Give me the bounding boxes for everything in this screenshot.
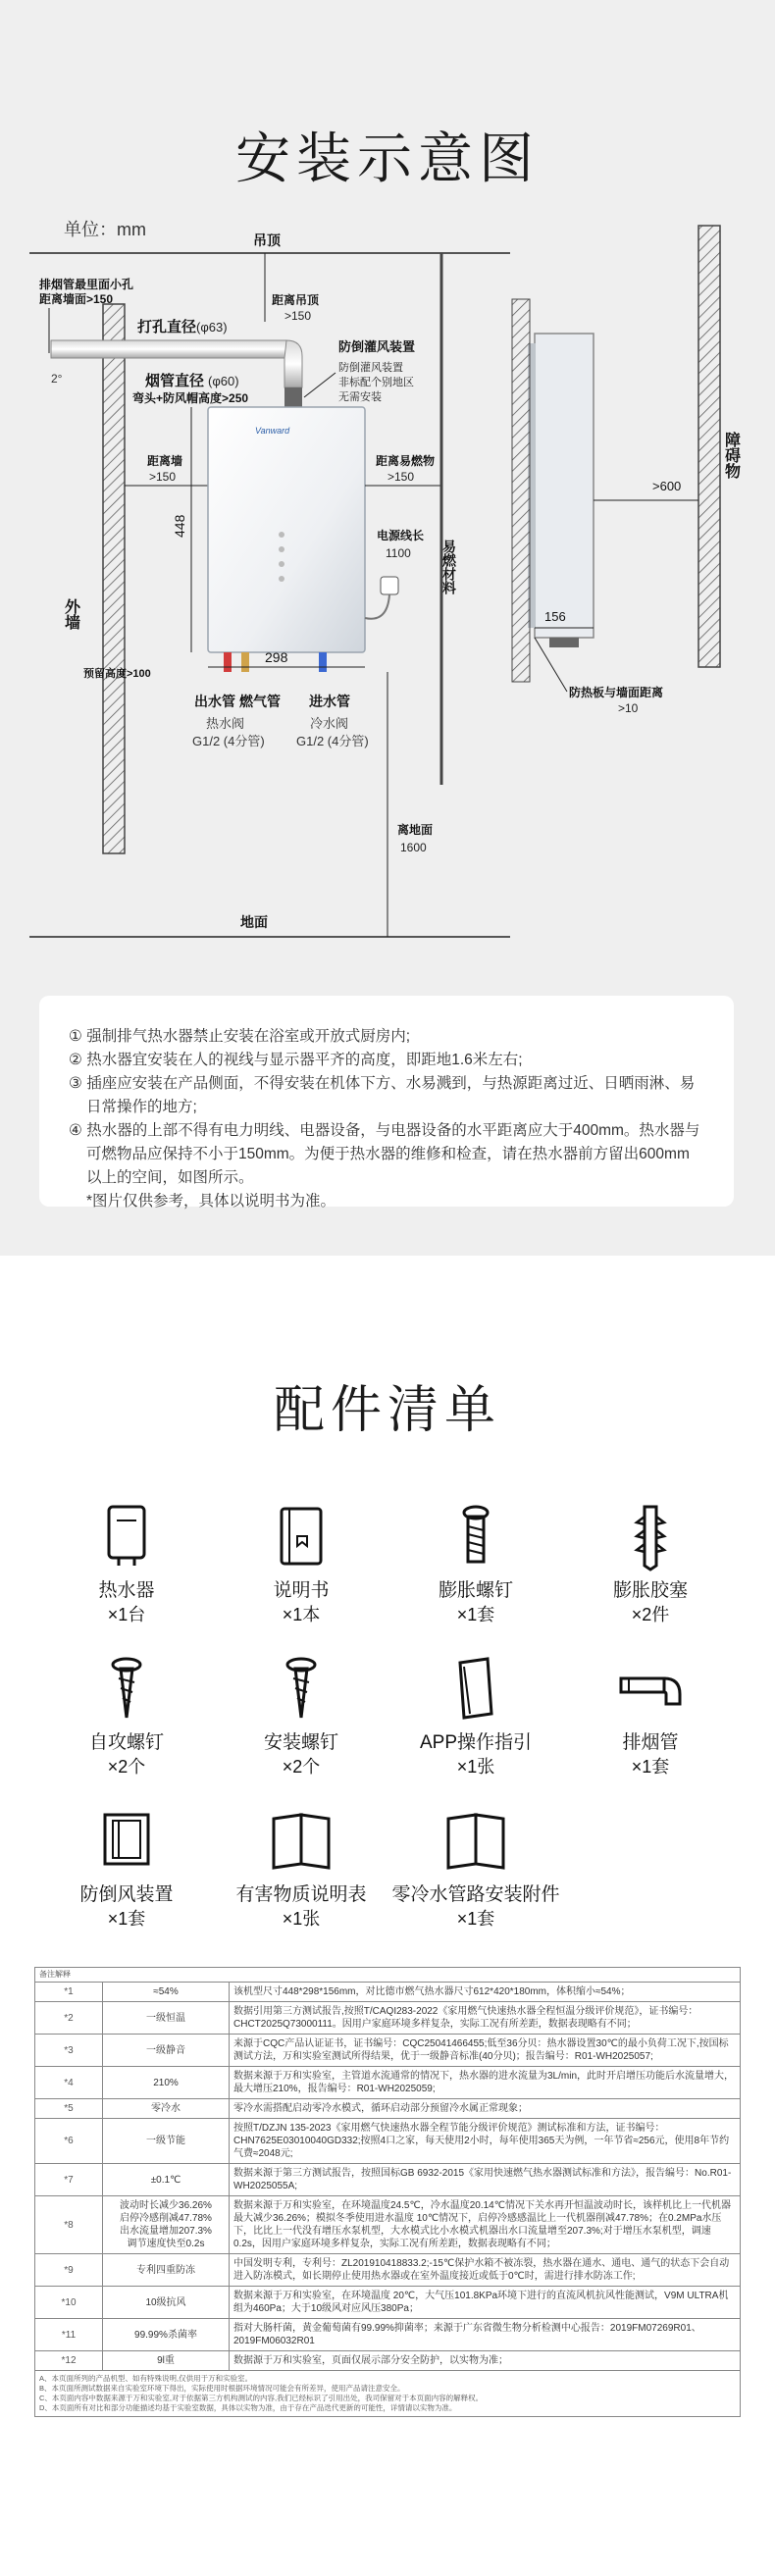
row-claim: 9l重: [103, 2351, 230, 2371]
row-claim: ±0.1℃: [103, 2164, 230, 2196]
windproof-line1: 防倒灌风装置: [338, 362, 403, 374]
row-description: 指对大肠杆菌，黄金葡萄菌有99.99%抑菌率；来源于广东省微生物分析检测中心报告：2019FM07269R01、2019FM06032R01: [230, 2319, 741, 2351]
row-number: *8: [35, 2196, 103, 2254]
guard-value: >10: [618, 701, 639, 715]
accessory-qty: ×1套: [107, 1909, 146, 1929]
depth-label: 156: [544, 609, 566, 624]
note-line: ② 热水器宜安装在人的视线与显示器平齐的高度，即距地1.6米左右;: [69, 1052, 523, 1068]
accessory-name: 有害物质说明表: [235, 1884, 367, 1905]
note-line: *图片仅供参考，具体以说明书为准。: [86, 1193, 336, 1210]
installation-section: [0, 0, 775, 1256]
unit-label: 单位：mm: [64, 220, 146, 239]
hazard-sheet-icon: [266, 1805, 336, 1876]
accessory-item: [214, 1501, 388, 1626]
power-value: 1100: [386, 546, 411, 560]
row-description: 数据来源于万和实验室，在环境温度24.5℃，冷水温度20.14℃情况下关水再开恒温波动时长，该样机比上一代机器最大减少36.26%；模拟冬季使用进水温度 10℃情况下，启停冷感感温比上一代机器削减47.78%；在0.2MPa水压下，比比上一代没有增压水泵机型，大水模式比小水模式机器出水口流量增至207.3%;对于增压水泵机型，调速0.2s，因用户家庭环境多样复杂，实际工况有所差距，数据表现略有不同；: [230, 2196, 741, 2254]
flue-value: (φ60): [208, 374, 239, 388]
obstacle-label: 障碍物: [722, 432, 740, 479]
accessory-name: 排烟管: [622, 1732, 679, 1753]
row-description: 数据来源于万和实验室，主管道水流通常的情况下，热水器的进水流量为3L/min，此时开启增压功能后水流量增大，最大增压210%，报告编号：R01-WH2025059;: [230, 2067, 741, 2099]
height-label: 448: [172, 514, 187, 538]
row-claim: 10级抗风: [103, 2287, 230, 2319]
spec-table-grid: [34, 1982, 741, 2371]
accessory-qty: ×1套: [456, 1605, 495, 1624]
floor-label: 地面: [240, 914, 268, 930]
accessory-item: [388, 1501, 563, 1626]
table-row: [35, 2351, 741, 2371]
note-line: ① 强制排气热水器禁止安装在浴室或开放式厨房内;: [69, 1028, 411, 1045]
installation-diagram: [0, 206, 775, 971]
cold-valve-spec: G1/2 (4分管): [296, 734, 369, 748]
width-label: 298: [265, 649, 288, 665]
accessory-item: [39, 1653, 214, 1778]
manual-icon: [266, 1501, 336, 1571]
wall-distance-label: 距离墙: [147, 454, 183, 468]
row-claim: 零冷水: [103, 2099, 230, 2119]
mounting-screw-icon: [266, 1653, 336, 1724]
app-guide-icon: [440, 1653, 511, 1724]
accessory-name: 防倒风装置: [79, 1884, 174, 1905]
row-description: 中国发明专利，专利号：ZL201910418833.2;-15℃保护水箱不被冻裂，热水器在通水、通电、通气的状态下会自动进入防冻模式，如长期停止使用热水器或在室外温度接近或低于0℃时，需进行排水防冻工作;: [230, 2254, 741, 2287]
row-claim: 210%: [103, 2067, 230, 2099]
drill-value: (φ63): [196, 320, 228, 335]
exhaust-pipe: [51, 340, 286, 358]
accessory-name: 膨胀胶塞: [612, 1580, 688, 1601]
water-heater-icon: [91, 1501, 162, 1571]
table-row: [35, 2319, 741, 2351]
row-description: 按照T/DZJN 135-2023《家用燃气快速热水器全程节能分级评价规范》测试标准和方法，证书编号：CHN7625E03010040GD332;按照4口之家，每天使用2小时，每年使用365天为例，一年节省≈256元，使用8年节约气费≈2048元;: [230, 2119, 741, 2164]
row-claim: 一级恒温: [103, 2002, 230, 2035]
exhaust-hole-label: 排烟管最里面小孔: [39, 278, 134, 291]
note-line: 以上的空间，如图所示。: [86, 1169, 254, 1186]
accessory-item: [39, 1805, 214, 1931]
ceiling-distance-value: >150: [284, 309, 312, 323]
accessory-qty: ×2个: [107, 1757, 146, 1777]
accessory-qty: ×1本: [282, 1605, 321, 1624]
note-line: 日常操作的地方;: [86, 1099, 197, 1115]
row-description: 数据引用第三方测试报告,按照T/CAQI283-2022《家用燃气快速热水器全程恒温分级评价规范》，证书编号：CHCT2025Q73000111。因用户家庭环境多样复杂，实际工况有所差距，数据表现略有不同；: [230, 2002, 741, 2035]
gas-label: 燃气管: [239, 694, 281, 709]
svg-text:Vanward: Vanward: [255, 426, 290, 436]
flammable-distance-label: 距离易燃物: [376, 454, 436, 468]
accessory-name: 说明书: [273, 1580, 330, 1601]
row-number: *6: [35, 2119, 103, 2164]
row-description: 该机型尺寸448*298*156mm，对比德市燃气热水器尺寸612*420*180mm，体积缩小≈54%；: [230, 1983, 741, 2002]
accessory-qty: ×1台: [107, 1605, 146, 1624]
row-description: 数据来源于万和实验室，在环境温度 20℃，大气压101.8KPa环境下进行的直流风机抗风性能测试，V9M ULTRA机组为460Pa；大于10级风对应风压380Pa；: [230, 2287, 741, 2319]
flammable-material-label: 易燃材料: [441, 540, 457, 594]
accessory-qty: ×1套: [456, 1909, 495, 1929]
water-heater-side: [535, 334, 594, 638]
accessory-qty: ×1张: [456, 1757, 495, 1777]
flammable-distance-value: >150: [388, 470, 415, 484]
row-description: 数据来源于第三方测试报告，按照国标GB 6932-2015《家用快速燃气热水器测试标准和方法》，报告编号：No.R01-WH2025055A;: [230, 2164, 741, 2196]
table-row: [35, 2099, 741, 2119]
table-row: [35, 2196, 741, 2254]
spec-table: [34, 1967, 741, 2417]
accessory-qty: ×1张: [282, 1909, 321, 1929]
row-claim: 一级节能: [103, 2119, 230, 2164]
row-number: *5: [35, 2099, 103, 2119]
row-description: 零冷水需搭配启动零冷水模式，循环启动部分预留冷水属正常现象；: [230, 2099, 741, 2119]
accessory-item: [388, 1805, 563, 1931]
table-row: [35, 2254, 741, 2287]
inlet-label: 进水管: [309, 694, 350, 709]
accessory-item: [563, 1653, 738, 1778]
front-distance-label: >600: [652, 479, 682, 493]
row-claim: 专利四重防冻: [103, 2254, 230, 2287]
row-number: *4: [35, 2067, 103, 2099]
accessory-qty: ×1套: [631, 1757, 670, 1777]
accessory-name: 自攻螺钉: [88, 1732, 164, 1753]
accessory-qty: ×2个: [282, 1757, 321, 1777]
row-number: *12: [35, 2351, 103, 2371]
row-claim: ≈54%: [103, 1983, 230, 2002]
flue-note: 弯头+防风帽高度>250: [132, 391, 249, 405]
table-row: [35, 2164, 741, 2196]
zero-cold-kit-icon: [440, 1805, 511, 1876]
accessory-name: 热水器: [98, 1580, 155, 1601]
power-label: 电源线长: [377, 529, 425, 542]
footer-line: D、本页面所有对比和部分功能描述均基于实验室数据，具体以实物为准，由于存在产品迭代更新的可能性，详情请以实物为准。: [39, 2403, 457, 2412]
table-row: [35, 2035, 741, 2067]
cold-valve-label: 冷水阀: [310, 716, 349, 731]
expansion-plug-icon: [615, 1501, 686, 1571]
windproof-line2: 非标配个别地区: [338, 377, 414, 388]
expansion-bolt-icon: [440, 1501, 511, 1571]
accessory-name: 膨胀螺钉: [438, 1580, 513, 1601]
windproof-title: 防倒灌风装置: [338, 339, 416, 354]
row-claim: 波动时长减少36.26% 启停冷感削减47.78% 出水流量增加207.3% 调节速度快至0.2s: [103, 2196, 230, 2254]
accessory-name: 安装螺钉: [263, 1732, 338, 1753]
installation-title: 安装示意图: [235, 128, 540, 189]
guard-label: 防热板与墙面距离: [569, 686, 664, 699]
accessory-qty: ×2件: [631, 1605, 670, 1624]
row-description: 来源于CQC产品认证证书，证书编号：CQC25041466455;低至36分贝：热水器设置30℃的最小负荷工况下,按国标测试方法，万和实验室测试所得结果，优于一级静音标准(40分贝)；报告编号：R01-WH2025057;: [230, 2035, 741, 2067]
note-line: ④ 热水器的上部不得有电力明线、电器设备，与电器设备的水平距离应大于400mm。热水器与: [69, 1122, 700, 1139]
installation-notes: [39, 996, 734, 1210]
footer-line: B、本页面所测试数据来自实验室环境下得出，实际使用时根据环境情况可能会有所差异，使用产品请注意安全。: [39, 2384, 405, 2393]
table-row: [35, 2002, 741, 2035]
note-line: 可燃物品应保持不小于150mm。为便于热水器的维修和检查，请在热水器前方留出600mm: [86, 1146, 690, 1162]
reserve-label: 预留高度>100: [83, 668, 151, 680]
footer-line: A、本页面所列的产品机型、如有特殊说明,仅供用于万和实验室。: [39, 2374, 253, 2383]
accessory-item: [214, 1805, 388, 1931]
accessory-item: [39, 1501, 214, 1626]
spec-table-header: 备注解释: [34, 1967, 741, 1982]
obstacle-wall: [698, 226, 720, 667]
accessory-name: APP操作指引: [419, 1732, 533, 1753]
outer-wall: [103, 304, 125, 853]
accessories-title: 配件清单: [273, 1382, 501, 1439]
accessory-name: 零冷水管路安装附件: [391, 1884, 560, 1905]
table-row: [35, 2067, 741, 2099]
ceiling-distance-label: 距离吊顶: [272, 293, 320, 307]
wall-distance-value: >150: [149, 470, 177, 484]
exhaust-hole-dist: 距离墙面>150: [39, 292, 114, 306]
ground-distance-label: 离地面: [397, 823, 434, 837]
row-claim: 99.99%杀菌率: [103, 2319, 230, 2351]
row-number: *1: [35, 1983, 103, 2002]
hot-valve-label: 热水阀: [206, 716, 245, 731]
row-number: *7: [35, 2164, 103, 2196]
accessory-item: [214, 1653, 388, 1778]
table-row: [35, 2287, 741, 2319]
row-number: *2: [35, 2002, 103, 2035]
row-number: *3: [35, 2035, 103, 2067]
angle-label: 2°: [51, 372, 63, 386]
footer-line: C、本页面内容中数据来源于万和实验室,对于依据第三方机构测试的内容,我们已经标识了引用出处，我司保留对于本页面内容的解释权。: [39, 2394, 484, 2402]
row-description: 数据源于万和实验室，页面仅展示部分安全防护，以实物为准；: [230, 2351, 741, 2371]
ground-distance-value: 1600: [400, 841, 427, 854]
accessory-item: [563, 1501, 738, 1626]
windproof-line3: 无需安装: [338, 391, 382, 403]
windproof-device-icon: [91, 1805, 162, 1876]
hot-valve-spec: G1/2 (4分管): [192, 734, 265, 748]
row-number: *9: [35, 2254, 103, 2287]
table-row: [35, 2119, 741, 2164]
flue-label: 烟管直径: [145, 373, 205, 389]
spec-table-footer: [34, 2371, 741, 2417]
row-number: *10: [35, 2287, 103, 2319]
row-claim: 一级静音: [103, 2035, 230, 2067]
outlet-label: 出水管: [194, 694, 235, 709]
outer-wall-label: 外墙: [62, 598, 79, 630]
note-line: ③ 插座应安装在产品侧面，不得安装在机体下方、水易溅到，与热源距离过近、日晒雨淋、易: [69, 1075, 696, 1092]
table-row: [35, 1983, 741, 2002]
row-number: *11: [35, 2319, 103, 2351]
accessory-item: [388, 1653, 563, 1778]
exhaust-pipe-icon: [615, 1653, 686, 1724]
self-tapping-screw-icon: [91, 1653, 162, 1724]
water-heater-front: [208, 407, 365, 652]
ceiling-label: 吊顶: [253, 232, 281, 248]
drill-label: 打孔直径: [137, 319, 197, 335]
